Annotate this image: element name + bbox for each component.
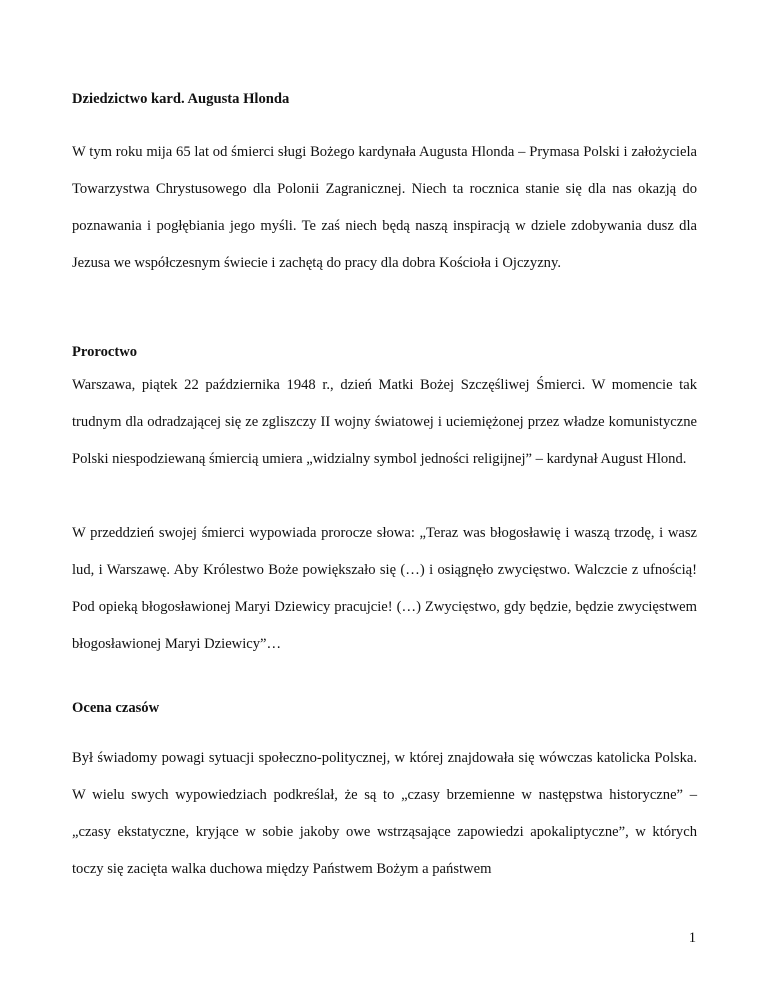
section-paragraph: Był świadomy powagi sytuacji społeczno-politycznej, w której znajdowała się wówczas katolicka Polska. W wielu swych wypowiedziach podkreślał, że są to „czasy brzemienne w następstwa historyczne” – „czasy ekstatyczne, kryjące w sobie jakoby owe wstrząsające zapowiedzi apokaliptyczne”, w których toczy się zacięta walka duchowa między Państwem Bożym a państwem	[72, 750, 697, 877]
intro-paragraph: W tym roku mija 65 lat od śmierci sługi Bożego kardynała Augusta Hlonda – Prymasa Polski i założyciela Towarzystwa Chrystusowego dla Polonii Zagranicznej. Niech ta rocznica stanie się dla nas okazją do poznawania i pogłębiania jego myśli. Te zaś niech będą naszą inspiracją w dziele zdobywania dusz dla Jezusa we współczesnym świecie i zachętą do pracy dla dobra Kościoła i Ojczyzny.	[72, 144, 697, 271]
section-heading-ocena-czasow: Ocena czasów	[72, 700, 160, 716]
section-paragraph: W przeddzień swojej śmierci wypowiada prorocze słowa: „Teraz was błogosławię i waszą trzodę, i wasz lud, i Warszawę. Aby Królestwo Boże powiększało się (…) i osiągnęło zwycięstwo. Walczcie z ufnością! Pod opieką błogosławionej Maryi Dziewicy pracujcie! (…) Zwycięstwo, gdy będzie, będzie zwycięstwem błogosławionej Maryi Dziewicy”…	[72, 525, 697, 652]
section-paragraph: Warszawa, piątek 22 października 1948 r., dzień Matki Bożej Szczęśliwej Śmierci. W momencie tak trudnym dla odradzającej się ze zgliszczy II wojny światowej i uciemiężonej przez władze komunistyczne Polski niespodziewaną śmiercią umiera „widzialny symbol jedności religijnej” – kardynał August Hlond.	[72, 377, 697, 467]
page-number: 1	[688, 930, 696, 946]
document-title: Dziedzictwo kard. Augusta Hlonda	[72, 91, 290, 107]
section-heading-proroctwo: Proroctwo	[72, 344, 138, 360]
